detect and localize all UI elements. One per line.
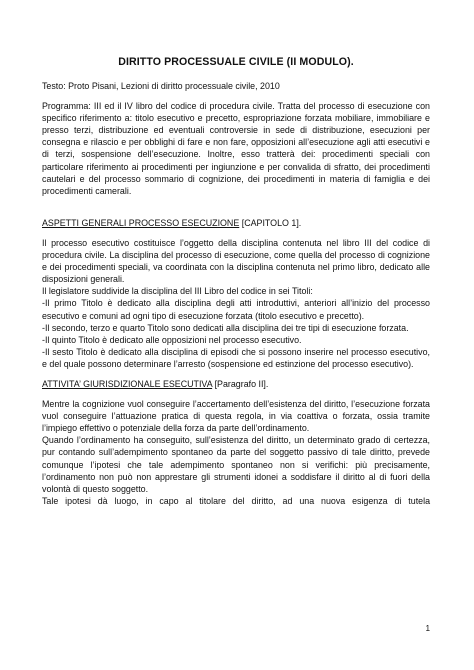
section-heading-general-aspects — [42, 217, 430, 229]
section-heading-text: ATTIVITA’ GIURISDIZIONALE ESECUTIVA — [42, 378, 213, 389]
spacer — [42, 197, 430, 217]
text-reference: Testo: Proto Pisani, Lezioni di diritto processuale civile, 2010 — [42, 81, 280, 91]
section1-paragraph: Il processo esecutivo costituisce l’oggetto della disciplina contenuta nel libro III del codice di procedura civile. La disciplina del processo di esecuzione, come quella del processo di cognizione e dei procedimenti speciali, va coordinata con la disciplina contenuta nel primo libro, dedicato alle disposizioni generali. — [42, 237, 430, 285]
section1-list-item: -Il secondo, terzo e quarto Titolo sono dedicati alla disciplina dei tre tipi di esecuzione forzata. — [42, 322, 409, 333]
section2-paragraph: Mentre la cognizione vuol conseguire l’accertamento dell’esistenza del diritto, l’esecuzione forzata vuol conseguire l’attuazione pratica di questa regola, in via coattiva o forzata, ossia tramite l’impiego effettivo o potenziale della forza da parte dell’ordinamento. — [42, 399, 430, 434]
section1-list-item: -Il sesto Titolo è dedicato alla disciplina di episodi che si possono inserire nel processo esecutivo, e del quale possono determinare l’arresto (sospensione ed estinzione del processo esecutivo). — [42, 346, 430, 369]
section2-paragraph: Tale ipotesi dà luogo, in capo al titolare del diritto, ad una nuova esigenza di tutela — [42, 495, 430, 506]
spacer — [42, 92, 430, 100]
section-paragraph-label: [Paragrafo II]. — [212, 378, 269, 389]
section1-list-item: -Il primo Titolo è dedicato alla disciplina degli atti introduttivi, anteriori all’inizio del processo esecutivo e comuni ad ogni tipo di esecuzione forzata (titolo esecutivo e precetto). — [42, 298, 430, 321]
section1-list-item: -Il quinto Titolo è dedicato alle opposizioni nel processo esecutivo. — [42, 334, 302, 345]
section-heading-text: ASPETTI GENERALI PROCESSO ESECUZIONE — [42, 217, 240, 228]
spacer — [42, 229, 430, 237]
section1-list-item: Il legislatore suddivide la disciplina del III Libro del codice in sei Titoli: — [42, 286, 313, 297]
section2-paragraph: Quando l’ordinamento ha conseguito, sull’esistenza del diritto, un determinato grado di certezza, pur contando sull’adempimento spontaneo da parte del soggetto passivo di tale diritto, prevede comunque l’ipotesi che tale adempimento spontaneo non si verifichi: più precisamente, l’ordinamento non può non apprestare gli strumenti idonei a soddisfare il diritto al di fuori della volontà di questo soggetto. — [42, 435, 430, 494]
section-chapter-label: [CAPITOLO 1]. — [239, 217, 302, 228]
section-heading-enforcement-activity — [42, 378, 430, 390]
page-number: 1 — [425, 624, 430, 633]
program-paragraph: Programma: III ed il IV libro del codice di procedura civile. Tratta del processo di esecuzione con specifico riferimento a: titolo esecutivo e precetto, espropriazione forzata mobiliare, immobiliare e presso terzi, distribuzione ed eventuali controversie in sede di distribuzione, esecuzioni per consegna e rilascio e per obblighi di fare e non fare, opposizioni all’esecuzione agli atti esecutivi e di terzi, sospensione dell’esecuzione. Inoltre, esso tratterà dei: procedimenti speciali con particolare riferimento ai procedimenti per ingiunzione e per convalida di sfratto, dei procedimenti cautelari e del processo sommario di cognizione, dei procedimenti in materia di famiglia e dei procedimenti camerali. — [42, 101, 430, 196]
spacer — [42, 390, 430, 398]
document-title: DIRITTO PROCESSUALE CIVILE (II MODULO). — [118, 56, 354, 68]
spacer — [42, 370, 430, 378]
